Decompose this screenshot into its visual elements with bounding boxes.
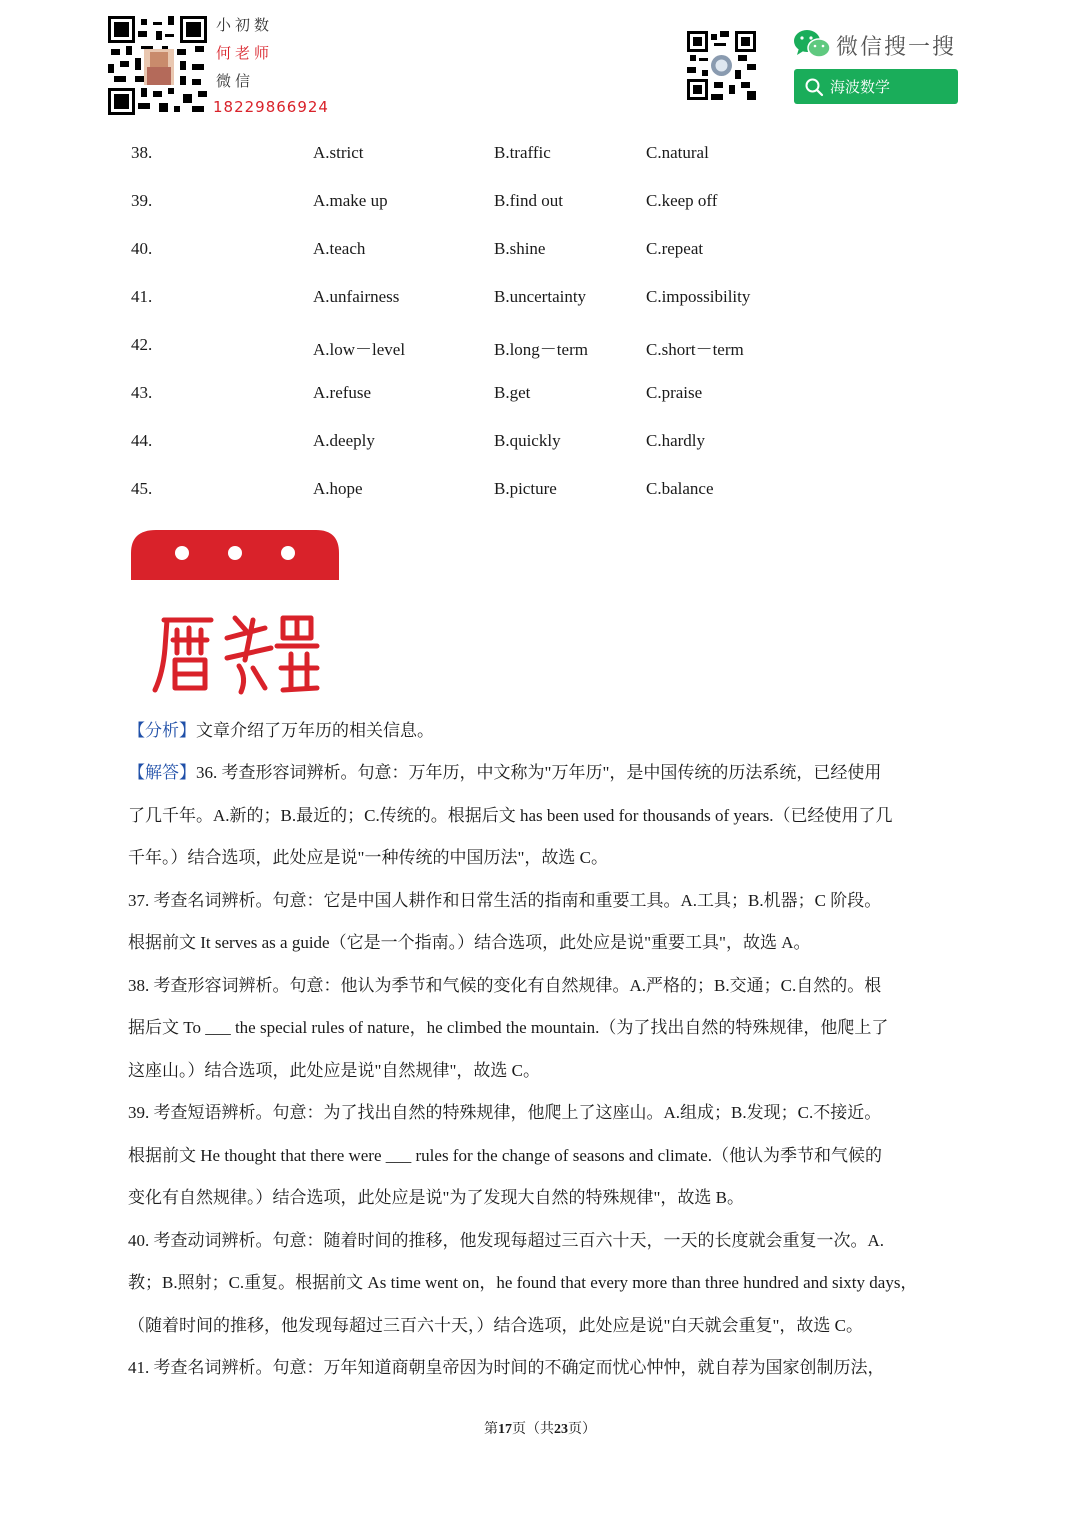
option-c: C.keep off xyxy=(646,191,718,210)
answer-line-8: 这座山。）结合选项，此处应是说"自然规律"，故选 C。 xyxy=(128,1061,540,1080)
footer-prefix: 第 xyxy=(484,1422,498,1437)
answer-line-10: 根据前文 He thought that there were ___ rules for the change of seasons and climate.（他认为季节和气候的 xyxy=(128,1146,882,1165)
footer-total-pages: 23 xyxy=(554,1422,568,1437)
wechat-search-button[interactable] xyxy=(794,69,958,104)
answer-label: 【解答】 xyxy=(128,763,196,782)
left-qr-code xyxy=(108,16,207,115)
option-row-43 xyxy=(0,383,1080,413)
answer-line-9: 39. 考查短语辨析。句意：为了找出自然的特殊规律，他爬上了这座山。A.组成；B.发现；C.不接近。 xyxy=(128,1103,882,1122)
option-b: B.picture xyxy=(494,479,557,498)
analysis-text: 文章介绍了万年历的相关信息。 xyxy=(196,721,434,740)
footer-middle: 页（共 xyxy=(512,1422,554,1437)
handwritten-line-1: 小初数 xyxy=(216,16,274,34)
search-button-label: 海波数学 xyxy=(830,78,891,96)
answer-line-11: 变化有自然规律。）结合选项，此处应是说"为了发现大自然的特殊规律"，故选 B。 xyxy=(128,1188,744,1207)
option-c: C.natural xyxy=(646,143,709,162)
answer-line-12: 40. 考查动词辨析。句意：随着时间的推移，他发现每超过三百六十天，一天的长度就会重复一次。A. xyxy=(128,1231,885,1250)
answer-text: 36. 考查形容词辨析。句意：万年历，中文称为"万年历"，是中国传统的历法系统，已经使用 xyxy=(196,763,882,782)
option-row-42 xyxy=(0,335,1080,365)
question-number: 42. xyxy=(131,335,153,354)
option-b: B.traffic xyxy=(494,143,551,162)
seal-text: 曆 xyxy=(131,528,132,529)
question-number: 45. xyxy=(131,479,153,498)
option-c: C.short－term xyxy=(646,340,744,359)
answer-line-3: 千年。）结合选项，此处应是说"一种传统的中国历法"，故选 C。 xyxy=(128,848,608,867)
question-number: 41. xyxy=(131,287,153,306)
answer-line-14: （随着时间的推移，他发现每超过三百六十天，）结合选项，此处应是说"白天就会重复"，故选 C。 xyxy=(128,1316,863,1335)
answer-line-4: 37. 考查名词辨析。句意：它是中国人耕作和日常生活的指南和重要工具。A.工具；B.机器；C 阶段。 xyxy=(128,891,882,910)
option-a: A.deeply xyxy=(313,431,375,450)
question-number: 39. xyxy=(131,191,153,210)
option-c: C.repeat xyxy=(646,239,704,258)
answer-line-15: 41. 考查名词辨析。句意：万年知道商朝皇帝因为时间的不确定而忧心忡忡，就自荐为国家创制历法， xyxy=(128,1358,885,1377)
answer-line-2: 了几千年。A.新的；B.最近的；C.传统的。根据后文 has been used for thousands of years.（已经使用了几 xyxy=(128,806,893,825)
option-c: C.hardly xyxy=(646,431,706,450)
option-a: A.low－level xyxy=(313,340,406,359)
footer-suffix: 页） xyxy=(568,1422,596,1437)
option-b: B.uncertainty xyxy=(494,287,587,306)
option-row-40 xyxy=(0,239,1080,269)
question-number: 44. xyxy=(131,431,153,450)
option-a: A.refuse xyxy=(313,383,372,402)
qr-code-icon xyxy=(108,16,207,115)
footer-page-number: 17 xyxy=(498,1422,512,1437)
option-a: A.hope xyxy=(313,479,363,498)
right-qr-code xyxy=(687,31,756,100)
option-row-38 xyxy=(0,143,1080,173)
calendar-seal-icon xyxy=(131,528,341,698)
handwritten-line-2: 何老师 xyxy=(216,44,274,62)
search-icon xyxy=(804,77,824,97)
option-b: B.find out xyxy=(494,191,563,210)
question-number: 40. xyxy=(131,239,153,258)
option-b: B.shine xyxy=(494,239,546,258)
answer-line-5: 根据前文 It serves as a guide（它是一个指南。）结合选项，此处应是说"重要工具"，故选 A。 xyxy=(128,933,811,952)
question-number: 43. xyxy=(131,383,153,402)
qr-code-icon xyxy=(687,31,756,100)
answer-line-6: 38. 考查形容词辨析。句意：他认为季节和气候的变化有自然规律。A.严格的；B.交通；C.自然的。根 xyxy=(128,976,882,995)
option-a: A.make up xyxy=(313,191,388,210)
option-a: A.teach xyxy=(313,239,366,258)
option-b: B.get xyxy=(494,383,531,402)
option-c: C.praise xyxy=(646,383,703,402)
answer-line-7: 据后文 To ___ the special rules of nature，he climbed the mountain.（为了找出自然的特殊规律，他爬上了 xyxy=(128,1018,889,1037)
handwritten-line-3: 微信 xyxy=(216,72,255,90)
page-footer xyxy=(0,1418,1080,1438)
answer-line-13: 教；B.照射；C.重复。根据前文 As time went on，he found that every more than three hundred and sixty days， xyxy=(128,1273,918,1292)
option-row-44 xyxy=(0,431,1080,461)
analysis-paragraph xyxy=(128,719,978,743)
handwritten-phone: 18229866924 xyxy=(213,98,329,116)
answer-line-1 xyxy=(128,761,978,785)
option-row-45 xyxy=(0,479,1080,509)
option-a: A.unfairness xyxy=(313,287,400,306)
option-b: B.quickly xyxy=(494,431,561,450)
analysis-label: 【分析】 xyxy=(128,721,196,740)
option-b: B.long－term xyxy=(494,340,588,359)
wechat-search-title: 微信搜一搜 xyxy=(836,35,957,60)
option-a: A.strict xyxy=(313,143,364,162)
option-c: C.balance xyxy=(646,479,714,498)
question-number: 38. xyxy=(131,143,153,162)
option-c: C.impossibility xyxy=(646,287,751,306)
option-row-39 xyxy=(0,191,1080,221)
option-row-41 xyxy=(0,287,1080,317)
wechat-icon xyxy=(793,28,831,60)
